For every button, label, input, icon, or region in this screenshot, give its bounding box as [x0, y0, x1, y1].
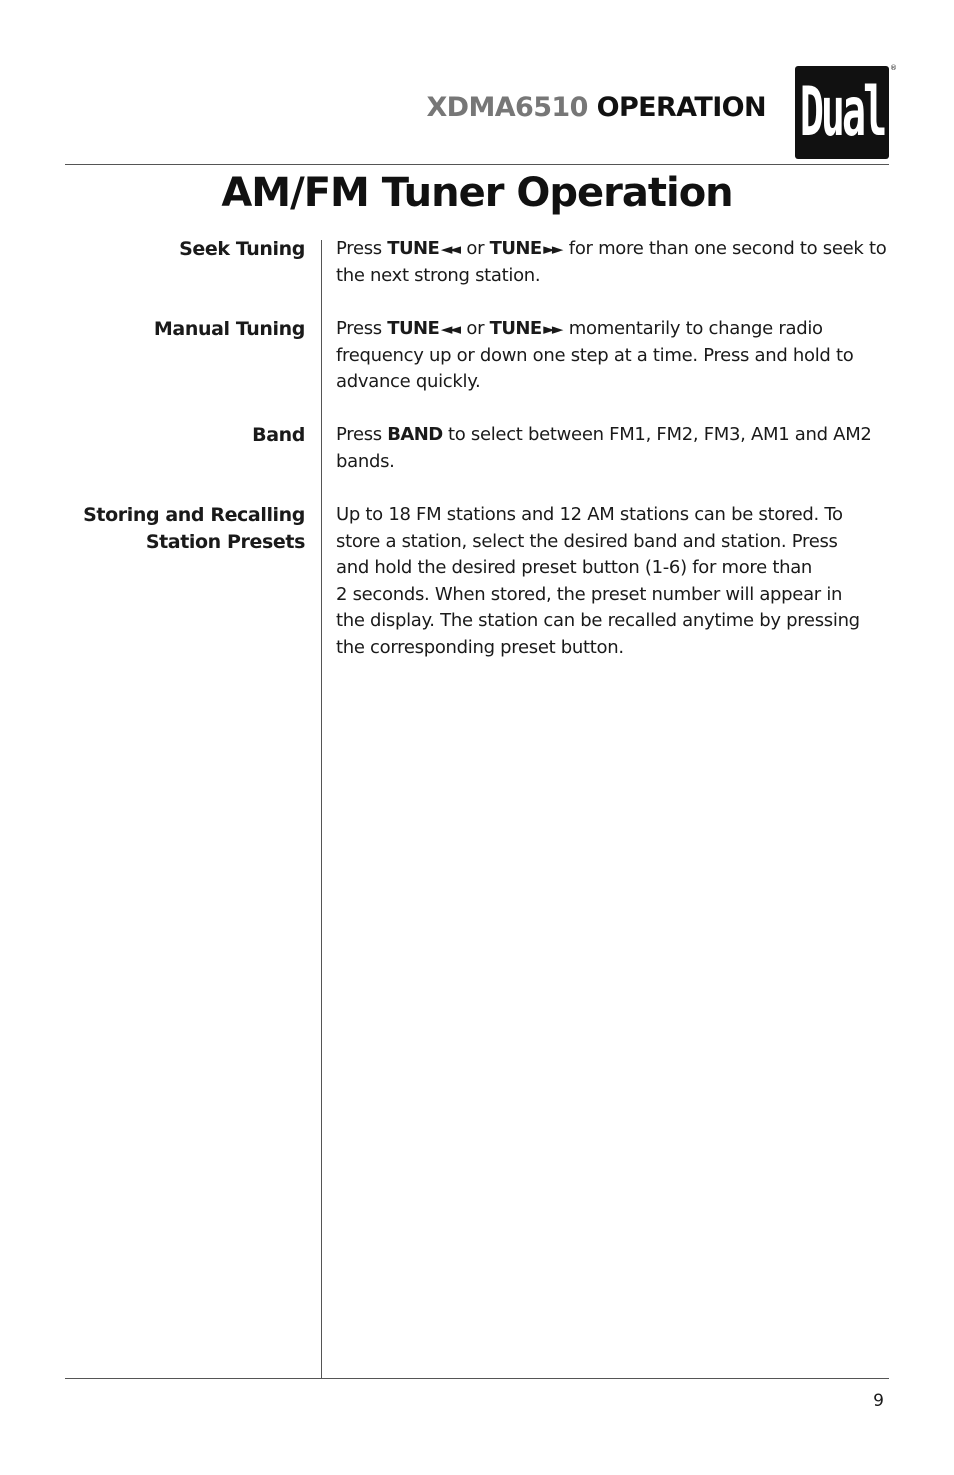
logo-text: Dual	[799, 73, 885, 152]
manual-tuning-description	[336, 316, 888, 396]
tune-keyword: TUNE	[489, 318, 542, 339]
page-title: AM/FM Tuner Operation	[221, 170, 733, 216]
band-label: Band	[252, 424, 305, 446]
text-fragment: or	[461, 318, 490, 339]
header-title	[426, 92, 766, 123]
presets-label-line: Station Presets	[145, 530, 305, 553]
seek-tuning-description	[336, 236, 888, 289]
footer-rule	[65, 1378, 889, 1379]
registered-mark: ®	[890, 64, 897, 72]
fast-forward-icon: ►►	[541, 320, 561, 338]
dual-logo	[795, 66, 889, 159]
tune-keyword: TUNE	[387, 238, 440, 259]
band-keyword: BAND	[387, 424, 443, 445]
band-description	[336, 422, 888, 475]
text-line: store a station, select the desired band and station. Press	[336, 530, 838, 552]
seek-tuning-label: Seek Tuning	[179, 238, 305, 260]
rewind-icon: ◄◄	[439, 240, 458, 258]
manual-tuning-label: Manual Tuning	[153, 318, 305, 340]
text-fragment: Press	[336, 424, 388, 445]
page-number: 9	[873, 1391, 884, 1411]
presets-label-line: Storing and Recalling	[83, 504, 305, 526]
text-fragment: Press	[336, 238, 388, 259]
tune-keyword: TUNE	[489, 238, 542, 259]
text-fragment: to select between FM1, FM2, FM3, AM1 and AM2 bands.	[336, 424, 872, 472]
presets-label	[83, 502, 305, 555]
presets-description	[336, 502, 888, 661]
text-line: the corresponding preset button.	[336, 636, 624, 658]
text-line: and hold the desired preset button (1-6) for more than	[336, 557, 813, 578]
text-line: 2 seconds. When stored, the preset number will appear in	[336, 583, 843, 605]
text-fragment: Press	[336, 318, 388, 339]
text-line: Up to 18 FM stations and 12 AM stations can be stored. To	[336, 504, 843, 525]
rewind-icon: ◄◄	[439, 320, 458, 338]
text-fragment: momentarily to change radio frequency up or down one step at a time. Press and hold to advance quickly.	[336, 318, 854, 392]
text-fragment: or	[461, 238, 490, 259]
section-name: OPERATION	[587, 92, 766, 123]
text-fragment: for more than one second to seek to the next strong station.	[336, 238, 887, 286]
tune-keyword: TUNE	[387, 318, 440, 339]
column-divider	[321, 240, 322, 1378]
text-line: the display. The station can be recalled anytime by pressing	[336, 610, 860, 631]
fast-forward-icon: ►►	[541, 240, 561, 258]
model-name: XDMA6510	[426, 92, 588, 123]
header-rule	[65, 164, 889, 165]
